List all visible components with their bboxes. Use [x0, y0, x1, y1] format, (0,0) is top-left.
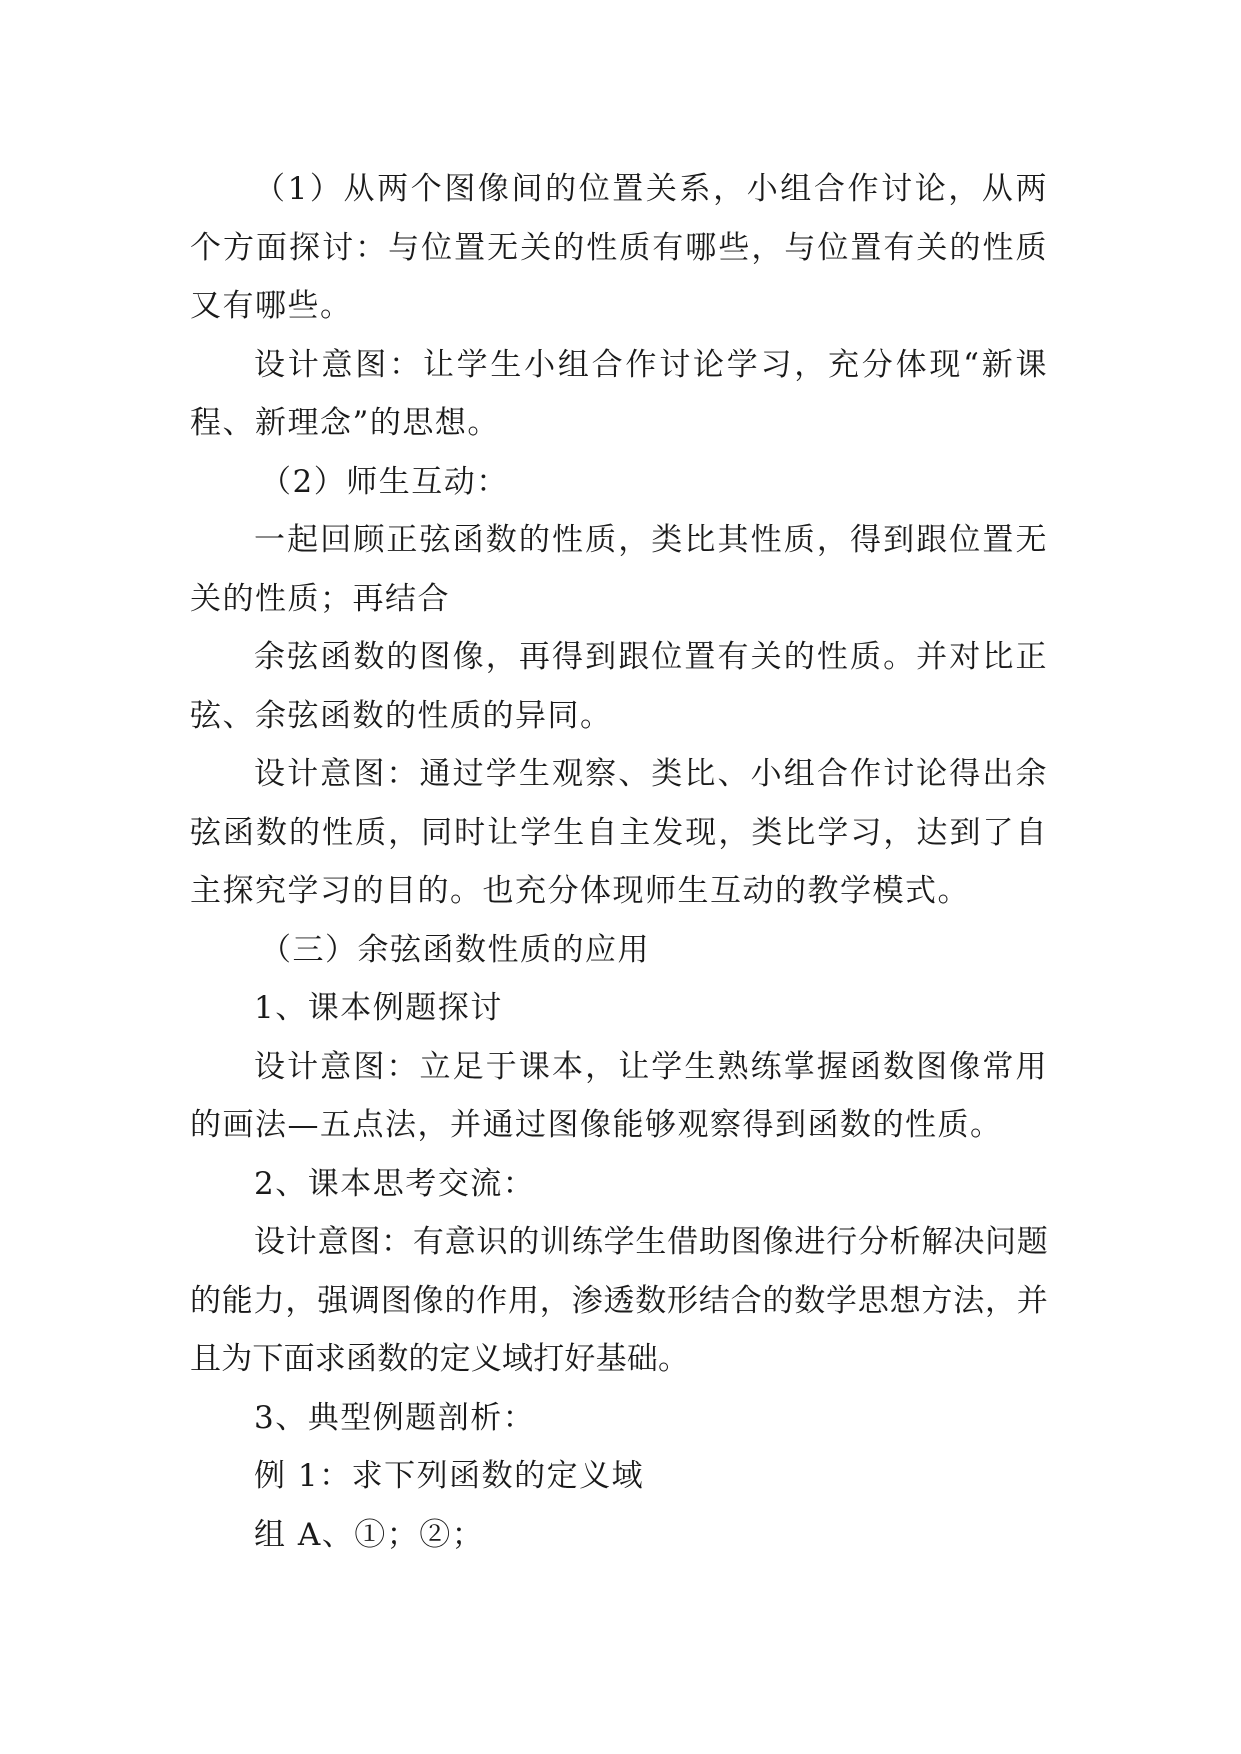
paragraph-9: 设计意图：立足于课本，让学生熟练掌握函数图像常用的画法—五点法，并通过图像能够观察得到函数的性质。 — [190, 1048, 1048, 1143]
paragraph-8: 1、课本例题探讨 — [254, 990, 503, 1026]
paragraph-4: 一起回顾正弦函数的性质，类比其性质，得到跟位置无关的性质；再结合 — [190, 522, 1048, 617]
section-heading: （三）余弦函数性质的应用 — [260, 931, 650, 968]
document-body — [190, 160, 1048, 1564]
paragraph-5: 余弦函数的图像，再得到跟位置有关的性质。并对比正弦、余弦函数的性质的异同。 — [190, 639, 1048, 734]
paragraph-10: 2、课本思考交流： — [254, 1165, 536, 1202]
paragraph-1: （1）从两个图像间的位置关系，小组合作讨论，从两个方面探讨：与位置无关的性质有哪些，与位置有关的性质又有哪些。 — [190, 171, 1048, 324]
paragraph-3: （2）师生互动： — [260, 463, 509, 500]
paragraph-2: 设计意图：让学生小组合作讨论学习，充分体现“新课程、新理念”的思想。 — [190, 346, 1048, 441]
paragraph-11: 设计意图：有意识的训练学生借助图像进行分析解决问题的能力，强调图像的作用，渗透数形结合的数学思想方法，并且为下面求函数的定义域打好基础。 — [190, 1224, 1048, 1377]
example-title: 例 1：求下列函数的定义域 — [254, 1458, 645, 1494]
paragraph-12: 3、典型例题剖析： — [254, 1399, 536, 1436]
paragraph-6: 设计意图：通过学生观察、类比、小组合作讨论得出余弦函数的性质，同时让学生自主发现，类比学习，达到了自主探究学习的目的。也充分体现师生互动的教学模式。 — [190, 756, 1048, 909]
example-group: 组 A、①；②； — [254, 1516, 485, 1553]
